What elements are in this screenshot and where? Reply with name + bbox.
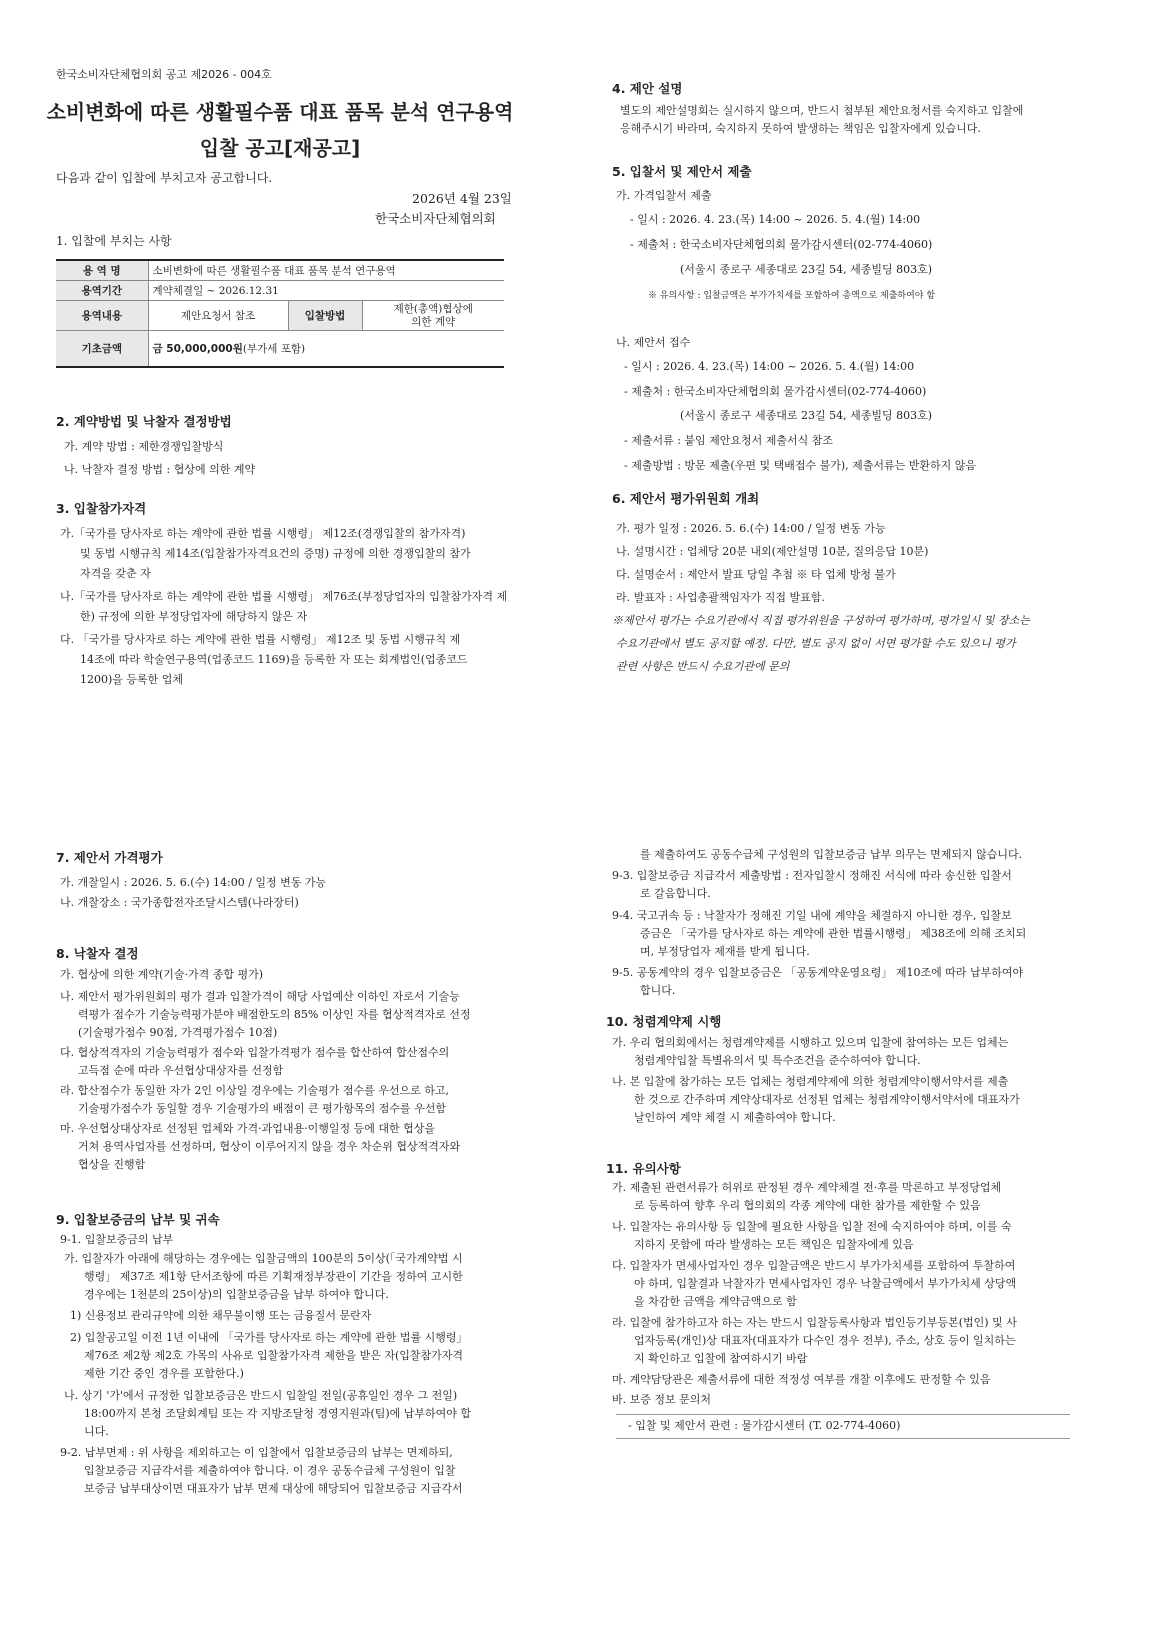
section-11-line: 야 하며, 입찰결과 낙찰자가 면세사업자인 경우 낙찰금액에서 부가가치세 상당액 xyxy=(634,1277,1017,1290)
section-8-line: 고득점 순에 따라 우선협상대상자를 선정함 xyxy=(78,1064,284,1077)
section-9-line: 제76조 제2항 제2호 가목의 사유로 입찰참가자격 제한을 받은 자(입찰참가자격 xyxy=(84,1349,464,1362)
table-label: 용 역 명 xyxy=(56,260,148,281)
section-8-line: 기술평가점수가 동일할 경우 기술평가의 배점이 큰 평가항목의 점수를 우선함 xyxy=(78,1102,447,1115)
table-label: 용역기간 xyxy=(56,281,148,301)
table-label: 용역내용 xyxy=(56,301,148,331)
section-5-note: ※ 유의사항 : 입찰금액은 부가가치세를 포함하여 총액으로 제출하여야 함 xyxy=(648,291,936,301)
section-8-line: 거쳐 용역사업자를 선정하며, 협상이 이루어지지 않을 경우 차순위 협상적격자와 xyxy=(78,1140,461,1153)
table-value xyxy=(362,301,504,331)
section-9-line: 9-4. 국고귀속 등 : 낙찰자가 정해진 기일 내에 계약을 체결하지 아니한 경우, 입찰보 xyxy=(612,909,1012,922)
table-label: 입찰방법 xyxy=(288,301,362,331)
contact-box-top xyxy=(616,1414,1070,1415)
section-9-line: 로 갈음합니다. xyxy=(640,887,711,900)
table-label: 기초금액 xyxy=(56,331,148,367)
section-9-line: 9-2. 납부면제 : 위 사항을 제외하고는 이 입찰에서 입찰보증금의 납부는 면제하되, xyxy=(60,1446,453,1459)
section-9-line: 합니다. xyxy=(640,984,676,997)
section-6-line: 라. 발표자 : 사업총괄책임자가 직접 발표함. xyxy=(616,591,825,604)
table-row xyxy=(56,260,504,281)
section-6-note: 관련 사항은 반드시 수요기관에 문의 xyxy=(616,660,790,673)
base-amount: 금 50,000,000원 xyxy=(152,342,243,355)
table-row xyxy=(56,281,504,301)
table-value xyxy=(148,331,504,367)
section-4-line: 별도의 제안설명회는 실시하지 않으며, 반드시 첨부된 제안요청서를 숙지하고 입찰에 xyxy=(620,104,1024,117)
section-7-line: 나. 개찰장소 : 국가종합전자조달시스템(나라장터) xyxy=(60,896,299,909)
section-5-line: - 제출처 : 한국소비자단체협의회 물가감시센터(02-774-4060) xyxy=(624,385,927,398)
section-5-line: - 제출방법 : 방문 제출(우편 및 택배접수 불가), 제출서류는 반환하지 않음 xyxy=(624,459,976,472)
section-3-line: 한) 규정에 의한 부정당업자에 해당하지 않은 자 xyxy=(80,610,308,623)
section-11-line: 로 등록하여 향후 우리 협의회의 각종 계약에 대한 참가를 제한할 수 있음 xyxy=(634,1199,981,1212)
section-3-heading: 3. 입찰참가자격 xyxy=(56,501,147,516)
table-row xyxy=(56,301,504,331)
section-5-line: - 제출서류 : 붙임 제안요청서 제출서식 참조 xyxy=(624,434,834,447)
bid-method-line2: 의한 계약 xyxy=(411,315,456,328)
section-5-line: - 제출처 : 한국소비자단체협의회 물가감시센터(02-774-4060) xyxy=(630,238,933,251)
section-11-line: 지 확인하고 입찰에 참여하시기 바람 xyxy=(634,1352,808,1365)
section-7-heading: 7. 제안서 가격평가 xyxy=(56,850,163,865)
contact-box-bottom xyxy=(616,1438,1070,1439)
section-10-line: 한 것으로 간주하며 계약상대자로 선정된 업체는 청렴계약이행서약서에 대표자가 xyxy=(634,1093,1020,1106)
section-5-line: 나. 제안서 접수 xyxy=(616,336,691,349)
section-5-line: - 일시 : 2026. 4. 23.(목) 14:00 ~ 2026. 5. 4.(월) 14:00 xyxy=(630,213,921,226)
page-title-line2: 입찰 공고[재공고] xyxy=(199,136,361,160)
section-8-line: 가. 협상에 의한 계약(기술·가격 종합 평가) xyxy=(60,968,264,981)
section-9-line: 가. 입찰자가 아래에 해당하는 경우에는 입찰금액의 100분의 5이상(「국가계약법 시 xyxy=(64,1252,463,1265)
section-5-line: (서울시 종로구 세종대로 23길 54, 세종빌딩 803호) xyxy=(680,263,933,276)
section-9-line: 니다. xyxy=(84,1425,109,1438)
table-value: 소비변화에 따른 생활필수품 대표 품목 분석 연구용역 xyxy=(148,260,504,281)
table-row xyxy=(56,331,504,367)
notice-number: 한국소비자단체협의회 공고 제2026 - 004호 xyxy=(56,68,272,81)
section-9-line: 2) 입찰공고일 이전 1년 이내에 「국가를 당사자로 하는 계약에 관한 법률 시행령」 xyxy=(70,1331,468,1344)
section-9-line: 9-3. 입찰보증금 지급각서 제출방법 : 전자입찰시 정해진 서식에 따라 송신한 입찰서 xyxy=(612,869,1012,882)
section-5-line: 가. 가격입찰서 제출 xyxy=(616,189,712,202)
section-3-line: 자격을 갖춘 자 xyxy=(80,567,151,580)
section-6-line: 가. 평가 일정 : 2026. 5. 6.(수) 14:00 / 일정 변동 가능 xyxy=(616,522,886,535)
section-8-line: 나. 제안서 평가위원회의 평가 결과 입찰가격이 해당 사업예산 이하인 자로서 기술능 xyxy=(60,990,460,1003)
section-10-line: 가. 우리 협의회에서는 청렴계약제를 시행하고 있으며 입찰에 참여하는 모든 업체는 xyxy=(612,1036,1009,1049)
section-11-heading: 11. 유의사항 xyxy=(606,1161,681,1176)
section-4-heading: 4. 제안 설명 xyxy=(612,81,683,96)
section-11-line: 라. 입찰에 참가하고자 하는 자는 반드시 입찰등록사항과 법인등기부등본(법인) 및 사 xyxy=(612,1316,1017,1329)
contact-line: - 입찰 및 제안서 관련 : 물가감시센터 (T. 02-774-4060) xyxy=(628,1419,901,1432)
section-6-heading: 6. 제안서 평가위원회 개최 xyxy=(612,491,760,506)
section-9-line: 경우에는 1천분의 25이상)의 입찰보증금을 납부 하여야 합니다. xyxy=(84,1288,389,1301)
page-title: 소비변화에 따른 생활필수품 대표 품목 분석 연구용역 xyxy=(46,100,514,124)
section-10-line: 나. 본 입찰에 참가하는 모든 업체는 청렴계약제에 의한 청렴계약이행서약서를 제출 xyxy=(612,1075,1009,1088)
section-5-heading: 5. 입찰서 및 제안서 제출 xyxy=(612,164,752,179)
section-8-line: 마. 우선협상대상자로 선정된 업체와 가격·과업내용·이행일정 등에 대한 협상을 xyxy=(60,1122,435,1135)
section-1-heading: 1. 입찰에 부치는 사항 xyxy=(56,234,172,248)
section-6-note: 수요기관에서 별도 공지할 예정. 다만, 별도 공지 없이 서면 평가할 수도 있으니 평가 xyxy=(616,637,1016,650)
section-11-line: 을 차감한 금액을 계약금액으로 함 xyxy=(634,1295,797,1308)
intro-text: 다음과 같이 입찰에 부치고자 공고합니다. xyxy=(56,171,273,185)
section-3-line: 나.「국가를 당사자로 하는 계약에 관한 법률 시행령」 제76조(부정당업자의 입찰참가자격 제 xyxy=(60,590,508,603)
section-11-line: 바. 보증 정보 문의처 xyxy=(612,1393,711,1406)
section-6-note: ※제안서 평가는 수요기관에서 직접 평가위원을 구성하여 평가하며, 평가일시 및 장소는 xyxy=(612,614,1030,627)
notice-date: 2026년 4월 23일 xyxy=(412,191,512,206)
section-11-line: 다. 입찰자가 면세사업자인 경우 입찰금액은 반드시 부가가치세를 포함하여 투찰하여 xyxy=(612,1259,1016,1272)
section-8-line: 라. 합산점수가 동일한 자가 2인 이상일 경우에는 기술평가 점수를 우선으로 하고, xyxy=(60,1084,449,1097)
section-3-line: 1200)을 등록한 업체 xyxy=(80,673,184,686)
section-2-line: 나. 낙찰자 결정 방법 : 협상에 의한 계약 xyxy=(64,463,256,476)
section-5-line: (서울시 종로구 세종대로 23길 54, 세종빌딩 803호) xyxy=(680,409,933,422)
section-9-line: 제한 기간 중인 경우를 포함한다.) xyxy=(84,1367,244,1380)
section-9-line: 행령」 제37조 제1항 단서조항에 따른 기획재정부장관이 기간을 정하여 고시한 xyxy=(84,1270,463,1283)
section-9-line: 9-5. 공동계약의 경우 입찰보증금은 「공동계약운영요령」 제10조에 따라 납부하여야 xyxy=(612,966,1024,979)
section-3-line: 및 동법 시행규칙 제14조(입찰참가자격요건의 증명) 규정에 의한 경쟁입찰의 참가 xyxy=(80,547,471,560)
section-6-line: 다. 설명순서 : 제안서 발표 당일 추첨 ※ 타 업체 방청 불가 xyxy=(616,568,896,581)
bid-info-table xyxy=(56,259,504,368)
section-7-line: 가. 개찰일시 : 2026. 5. 6.(수) 14:00 / 일정 변동 가능 xyxy=(60,876,327,889)
section-11-line: 가. 제출된 관련서류가 허위로 판정된 경우 계약체결 전·후를 막론하고 부정당업체 xyxy=(612,1181,1002,1194)
table-value: 계약체결일 ~ 2026.12.31 xyxy=(148,281,504,301)
section-11-line: 나. 입찰자는 유의사항 등 입찰에 필요한 사항을 입찰 전에 숙지하여야 하며, 이를 숙 xyxy=(612,1220,1012,1233)
section-9-line: 입찰보증금 지급각서를 제출하여야 합니다. 이 경우 공동수급체 구성원이 입찰 xyxy=(84,1464,456,1477)
section-10-line: 청렴계약입찰 특별유의서 및 특수조건을 준수하여야 합니다. xyxy=(634,1054,921,1067)
section-6-line: 나. 설명시간 : 업체당 20분 내외(제안설명 10분, 질의응답 10분) xyxy=(616,545,929,558)
section-9-line: 보증금 납부대상이면 대표자가 납부 면제 대상에 해당되어 입찰보증금 지급각서 xyxy=(84,1482,463,1495)
section-9-line: 1) 신용정보 관리규약에 의한 채무불이행 또는 금융질서 문란자 xyxy=(70,1309,372,1322)
section-2-heading: 2. 계약방법 및 낙찰자 결정방법 xyxy=(56,414,232,429)
section-8-line: 다. 협상적격자의 기술능력평가 점수와 입찰가격평가 점수를 합산하여 합산점수의 xyxy=(60,1046,450,1059)
section-11-line: 마. 계약담당관은 제출서류에 대한 적정성 여부를 개찰 이후에도 판정할 수 있음 xyxy=(612,1373,991,1386)
section-8-heading: 8. 낙찰자 결정 xyxy=(56,946,139,961)
issuing-org: 한국소비자단체협의회 xyxy=(375,211,496,226)
section-8-line: (기술평가점수 90점, 가격평가점수 10점) xyxy=(78,1026,278,1039)
section-9-heading: 9. 입찰보증금의 납부 및 귀속 xyxy=(56,1212,220,1227)
section-2-line: 가. 계약 방법 : 제한경쟁입찰방식 xyxy=(64,440,224,453)
table-value: 제안요청서 참조 xyxy=(148,301,288,331)
section-9-line: 증금은 「국가를 당사자로 하는 계약에 관한 법률시행령」 제38조에 의해 조치되 xyxy=(640,927,1027,940)
section-9-line: 9-1. 입찰보증금의 납부 xyxy=(60,1233,174,1246)
section-3-line: 14조에 따라 학술연구용역(업종코드 1169)을 등록한 자 또는 회계법인(업종코드 xyxy=(80,653,468,666)
section-9-line: 나. 상기 '가'에서 규정한 입찰보증금은 반드시 입찰일 전일(공휴일인 경우 그 전일) xyxy=(64,1389,458,1402)
section-3-line: 가.「국가를 당사자로 하는 계약에 관한 법률 시행령」 제12조(경쟁입찰의 참가자격) xyxy=(60,527,466,540)
section-8-line: 력평가 점수가 기술능력평가분야 배점한도의 85% 이상인 자를 협상적격자로 선정 xyxy=(78,1008,471,1021)
section-10-line: 날인하여 계약 체결 시 제출하여야 합니다. xyxy=(634,1111,836,1124)
section-4-line: 응해주시기 바라며, 숙지하지 못하여 발생하는 책임은 입찰자에게 있습니다. xyxy=(620,122,981,135)
base-amount-note: (부가세 포함) xyxy=(242,342,306,355)
section-11-line: 지하지 못함에 따라 발생하는 모든 책임은 입찰자에게 있음 xyxy=(634,1238,914,1251)
section-10-heading: 10. 청렴계약제 시행 xyxy=(606,1014,722,1029)
section-11-line: 업자등록(개인)상 대표자(대표자가 다수인 경우 전부), 주소, 상호 등이 일치하는 xyxy=(634,1334,1016,1347)
section-5-line: - 일시 : 2026. 4. 23.(목) 14:00 ~ 2026. 5. 4.(월) 14:00 xyxy=(624,360,915,373)
section-3-line: 다. 「국가를 당사자로 하는 계약에 관한 법률 시행령」 제12조 및 동법 시행규칙 제 xyxy=(60,633,461,646)
section-9-line: 며, 부정당업자 제재를 받게 됩니다. xyxy=(640,945,810,958)
section-8-line: 협상을 진행함 xyxy=(78,1158,146,1171)
section-9-line: 18:00까지 본청 조달회계팀 또는 각 지방조달청 경영지원과(팀)에 납부하여야 합 xyxy=(84,1407,472,1420)
section-9-line: 를 제출하여도 공동수급체 구성원의 입찰보증금 납부 의무는 면제되지 않습니다. xyxy=(640,848,1023,861)
bid-method-line1: 제한(총액)협상에 xyxy=(393,302,473,315)
